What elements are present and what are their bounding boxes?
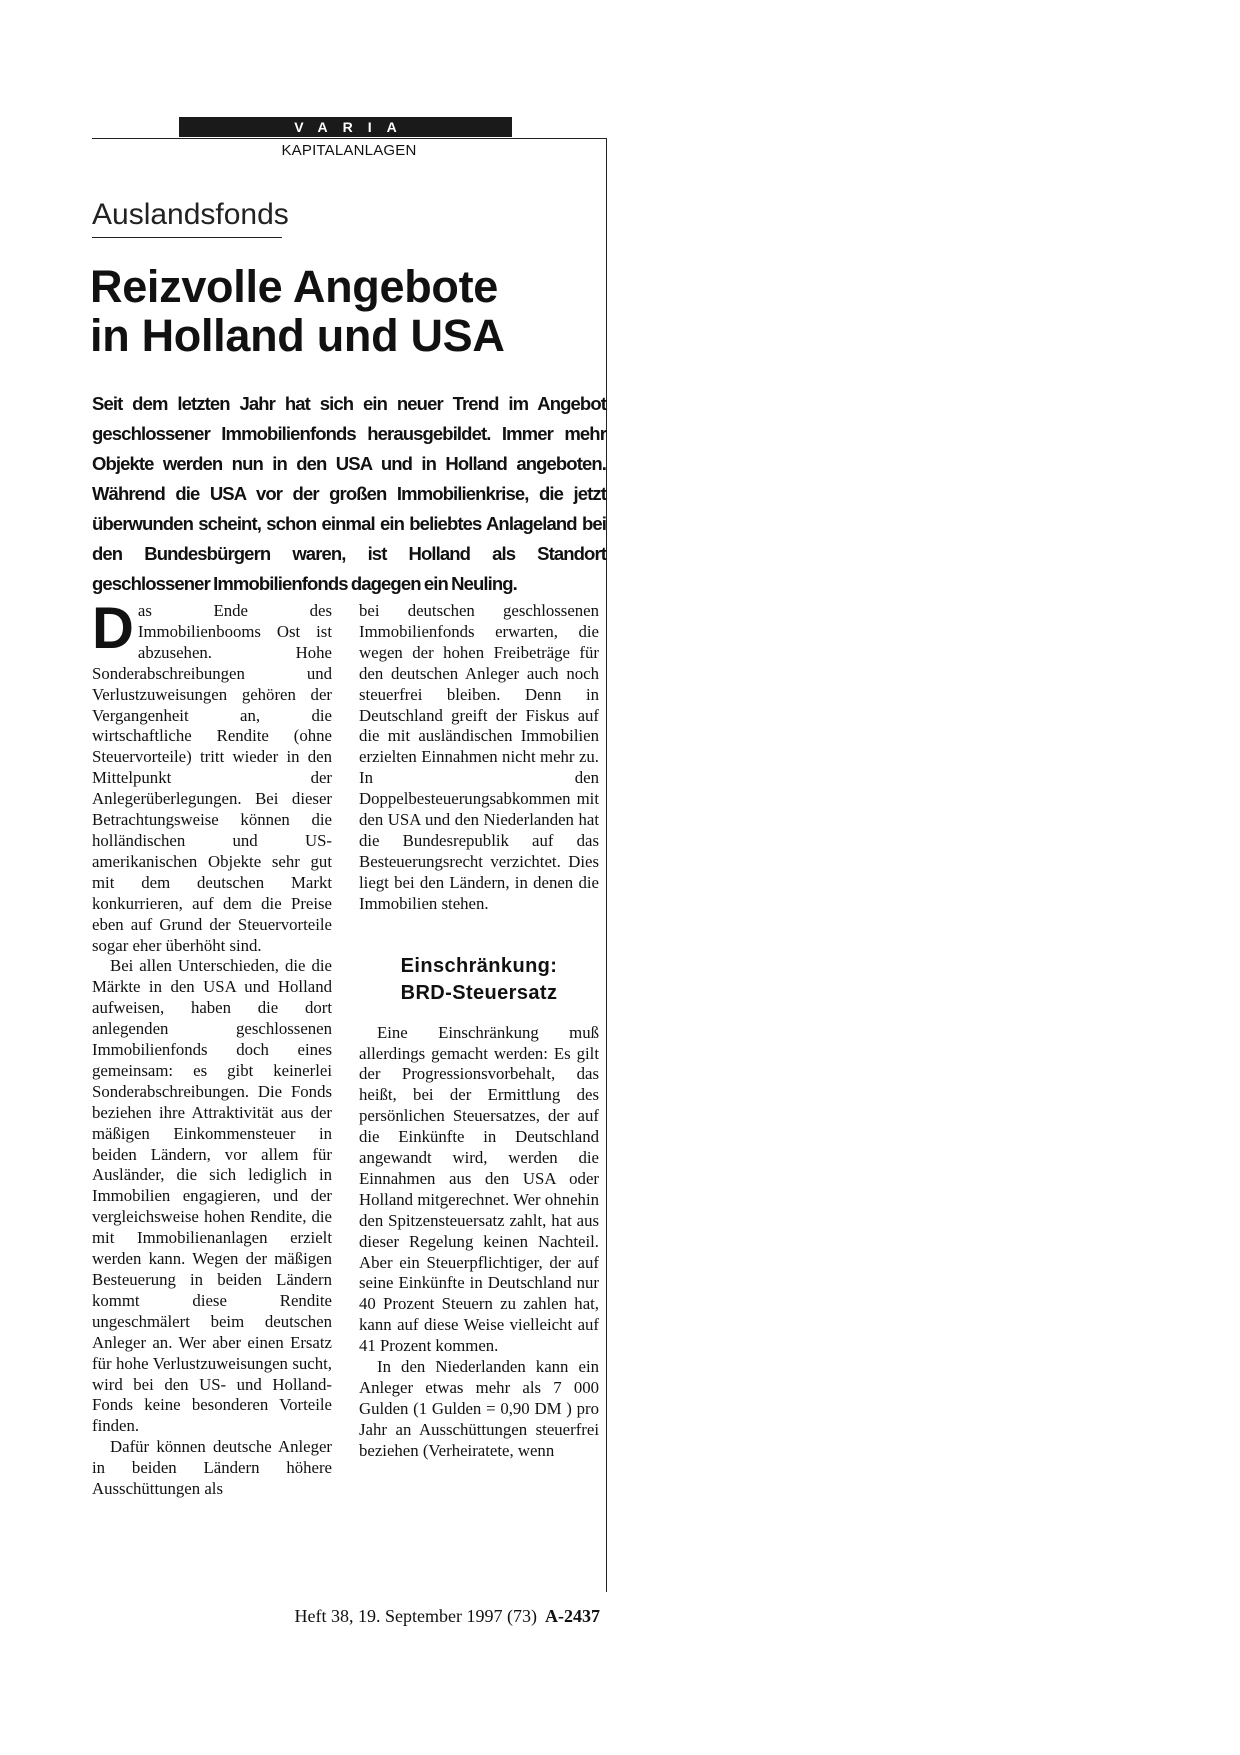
- body-paragraph: bei deutschen geschlossenen Immobilienfonds erwarten, die wegen der hohen Freibeträge für den deutschen Anleger auch noch steuerfrei bleiben. Denn in Deutschland greift der Fiskus auf die mit ausländischen Immobilien erzielten Einnahmen nicht mehr zu. In den Doppelbesteuerungsabkommen mit den USA und den Niederlanden hat die Bundesrepublik auf das Besteuerungsrecht verzichtet. Dies liegt bei den Ländern, in denen die Immobilien stehen.: [359, 601, 599, 913]
- article-headline: [90, 262, 610, 360]
- subheading: [359, 953, 599, 1007]
- issue-info: Heft 38, 19. September 1997 (73): [294, 1606, 537, 1626]
- top-rule: [92, 138, 606, 139]
- article-kicker: Auslandsfonds: [92, 198, 289, 231]
- body-column-left: [92, 596, 332, 1500]
- body-paragraph: Dafür können deutsche Anleger in beiden Ländern höhere Ausschüttungen als: [92, 1437, 332, 1499]
- drop-cap: D: [92, 596, 134, 661]
- subheading-line-2: BRD-Steuersatz: [400, 981, 558, 1004]
- headline-line-2: in Holland und USA: [90, 310, 505, 361]
- body-paragraph: Eine Einschränkung muß allerdings gemacht werden: Es gilt der Progressionsvorbehalt, das heißt, bei der Ermittlung des persönlichen Steuersatzes, der auf die Einkünfte in Deutschland angewandt wird, werden die Einnahmen aus den USA oder Holland mitgerechnet. Wer ohnehin den Spitzensteuersatz zahlt, hat aus dieser Regelung keinen Nachteil. Aber ein Steuerpflichtiger, der auf seine Einkünfte in Deutschland nur 40 Prozent Steuern zu zahlen hat, kann auf diese Weise vielleicht auf 41 Prozent kommen.: [359, 1022, 599, 1356]
- section-banner: VARIA: [179, 117, 512, 137]
- body-paragraph: [92, 596, 332, 956]
- body-paragraph: Bei allen Unterschieden, die die Märkte in den USA und Holland aufweisen, haben die dort anlegenden geschlossenen Immobilienfonds doch eines gemeinsam: es gibt keinerlei Sonderabschreibungen. Die Fonds beziehen ihre Attraktivität aus der mäßigen Einkommensteuer in beiden Ländern, vor allem für Ausländer, die sich lediglich in Immobilien engagieren, und der vergleichsweise hohen Rendite, die mit Immobilienanlagen erzielt werden kann. Wegen der mäßigen Besteuerung in beiden Ländern kommt diese Rendite ungeschmälert beim deutschen Anleger an. Wer aber einen Ersatz für hohe Verlustzuweisungen sucht, wird bei den US- und Holland-Fonds keine besonderen Vorteile finden.: [92, 956, 332, 1436]
- headline-line-1: Reizvolle Angebote: [90, 261, 498, 312]
- subheading-line-1: Einschränkung:: [400, 954, 558, 977]
- page-number: A-2437: [545, 1606, 600, 1626]
- page-footer: [92, 1606, 600, 1627]
- body-paragraph: In den Niederlanden kann ein Anleger etwas mehr als 7 000 Gulden (1 Gulden = 0,90 DM ) pro Jahr an Ausschüttungen steuerfrei beziehen (Verheiratete, wenn: [359, 1357, 599, 1460]
- kicker-underline: [92, 237, 282, 238]
- body-column-right: [359, 601, 599, 1462]
- article-lead: Seit dem letzten Jahr hat sich ein neuer Trend im Angebot geschlossener Immobilienfonds herausgebildet. Immer mehr Objekte werden nun in den USA und in Holland angeboten. Während die USA vor der großen Immobilienkrise, die jetzt überwunden scheint, schon einmal ein beliebtes Anlageland bei den Bundesbürgern waren, ist Holland als Standort geschlossener Immobilienfonds dagegen ein Neuling.: [92, 393, 606, 594]
- section-category: KAPITALANLAGEN: [281, 142, 417, 159]
- paragraph-text: as Ende des Immobilienbooms Ost ist abzusehen. Hohe Sonderabschreibungen und Verlustzuweisungen gehören der Vergangenheit an, die wirtschaftliche Rendite (ohne Steuervorteile) tritt wieder in den Mittelpunkt der Anlegerüberlegungen. Bei dieser Betrachtungsweise können die holländischen und US-amerikanischen Objekte sehr gut mit dem deutschen Markt konkurrieren, auf dem die Preise eben auf Grund der Steuervorteile sogar eher überhöht sind.: [92, 601, 332, 955]
